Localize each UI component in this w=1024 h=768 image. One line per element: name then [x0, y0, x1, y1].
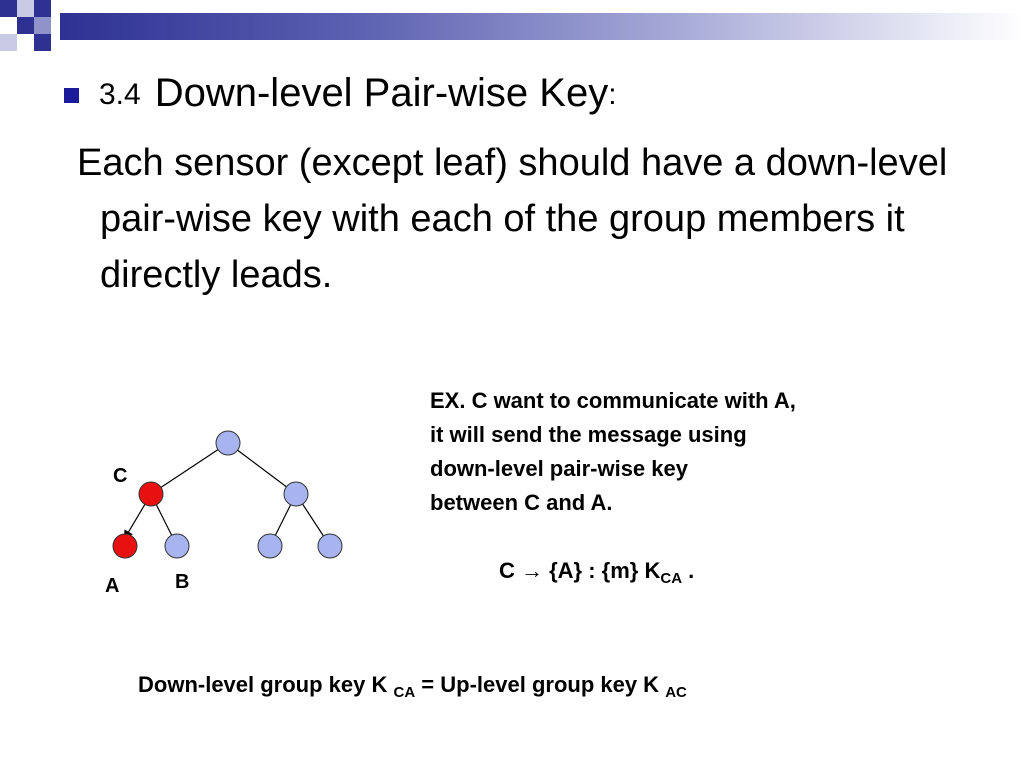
label-a: A [105, 575, 120, 597]
example-text: EX. C want to communicate with A, it will send the message using down-level pair-wise key between C and A. [430, 388, 796, 515]
node-right-left [258, 534, 282, 558]
title-text: Down-level Pair-wise Key [154, 70, 609, 115]
label-b: B [175, 571, 190, 593]
label-c: C [113, 465, 128, 487]
node-root [216, 431, 240, 455]
formula-prefix: C → {A} : {m} K [499, 558, 661, 583]
node-a [113, 534, 137, 558]
body-paragraph: Each sensor (except leaf) should have a down-level pair-wise key with each of the group members it directly leads. [77, 142, 948, 296]
edge-root-right [228, 443, 296, 494]
formula [499, 558, 694, 587]
edge-root-c [151, 443, 228, 494]
title-number: 3.4 [99, 78, 141, 111]
equation-right-subscript: AC [665, 684, 687, 701]
equation-middle: = Up-level group key K [415, 672, 666, 697]
key-equation [138, 672, 687, 701]
equation-left-subscript: CA [393, 684, 416, 701]
formula-subscript: CA [660, 570, 683, 587]
formula-suffix: . [682, 558, 695, 583]
equation-left: Down-level group key K [138, 672, 394, 697]
node-right-right [318, 534, 342, 558]
node-b [165, 534, 189, 558]
node-right [284, 482, 308, 506]
title-colon: : [608, 78, 617, 111]
node-c [139, 482, 163, 506]
